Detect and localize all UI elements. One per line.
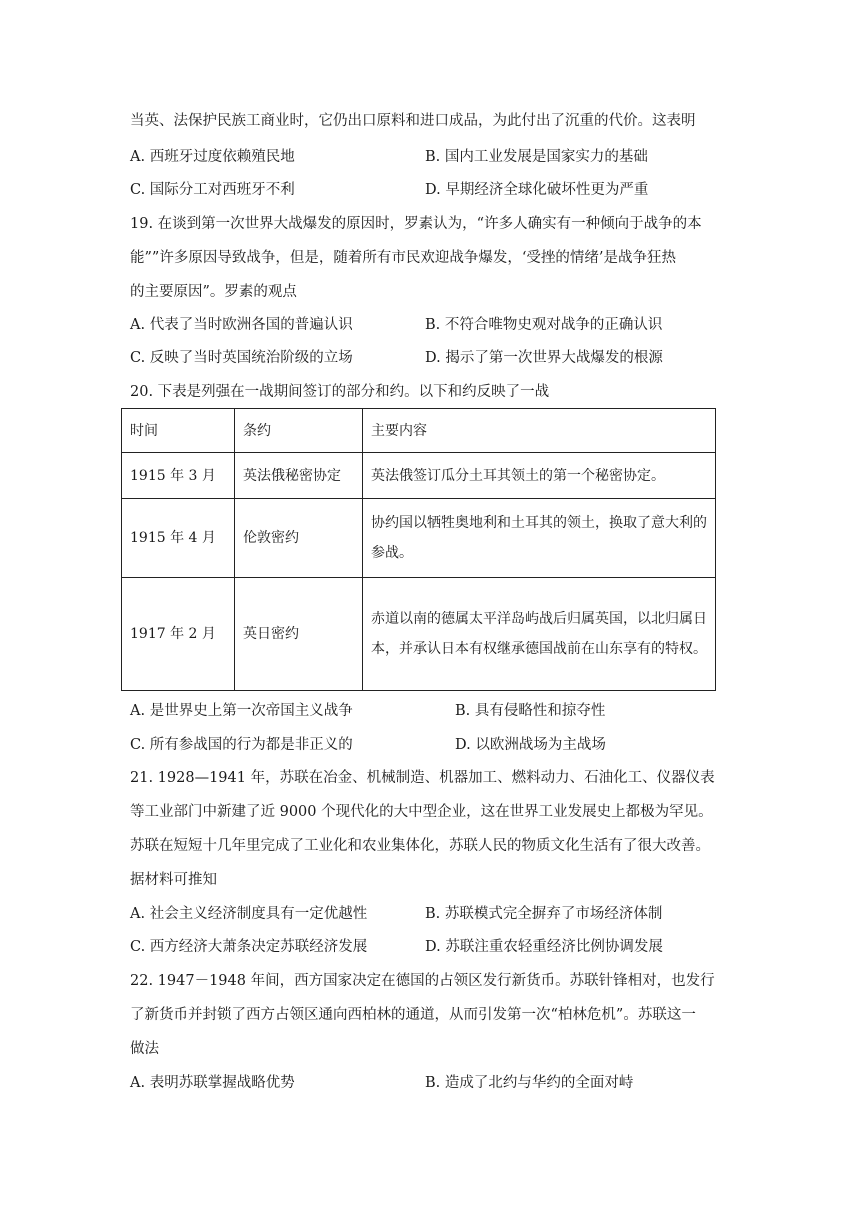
q20-option-a: A. 是世界史上第一次帝国主义战争	[130, 703, 353, 719]
q20-stem: 20. 下表是列强在一战期间签订的部分和约。以下和约反映了一战	[130, 384, 550, 400]
table-cell-content: 协约国以牺牲奥地利和土耳其的领土，换取了意大利的参战。	[363, 499, 716, 578]
q22-option-a: A. 表明苏联掌握战略优势	[130, 1075, 295, 1091]
table-header-row	[122, 409, 716, 453]
q20-option-b: B. 具有侵略性和掠夺性	[455, 703, 606, 719]
table-header-cell: 条约	[235, 409, 363, 453]
q20-option-d: D. 以欧洲战场为主战场	[455, 737, 606, 753]
q21-option-d: D. 苏联注重农轻重经济比例协调发展	[425, 939, 663, 955]
treaty-table	[121, 408, 716, 691]
q19-option-c: C. 反映了当时英国统治阶级的立场	[130, 350, 353, 366]
q18-stem-continuation: 当英、法保护民族工商业时，它仍出口原料和进口成品，为此付出了沉重的代价。这表明	[130, 113, 696, 129]
q19-stem-line-2: 能””许多原因导致战争，但是，随着所有市民欢迎战争爆发，‘受挫的情绪’是战争狂热	[130, 250, 677, 266]
table-cell-content: 赤道以南的德属太平洋岛屿战后归属英国，以北归属日本，并承认日本有权继承德国战前在山东享有的特权。	[363, 578, 716, 691]
q18-option-d: D. 早期经济全球化破坏性更为严重	[425, 182, 649, 198]
q20-option-c: C. 所有参战国的行为都是非正义的	[130, 737, 353, 753]
q22-stem-line-2: 了新货币并封锁了西方占领区通向西柏林的通道，从而引发第一次“柏林危机”。苏联这一	[130, 1007, 696, 1023]
q22-option-b: B. 造成了北约与华约的全面对峙	[425, 1075, 634, 1091]
q21-option-b: B. 苏联模式完全摒弃了市场经济体制	[425, 906, 663, 922]
q19-option-b: B. 不符合唯物史观对战争的正确认识	[425, 317, 663, 333]
table-cell-date: 1915 年 4 月	[122, 499, 235, 578]
table-cell-treaty: 伦敦密约	[235, 499, 363, 578]
q22-stem-line-1: 22. 1947－1948 年间，西方国家决定在德国的占领区发行新货币。苏联针锋相对，也发行	[130, 973, 715, 989]
table-cell-treaty: 英法俄秘密协定	[235, 453, 363, 499]
table-cell-treaty: 英日密约	[235, 578, 363, 691]
q21-stem-line-1: 21. 1928—1941 年，苏联在冶金、机械制造、机器加工、燃料动力、石油化工、仪器仪表	[130, 770, 715, 786]
q19-stem-line-3: 的主要原因”。罗素的观点	[130, 284, 297, 300]
q21-option-a: A. 社会主义经济制度具有一定优越性	[130, 906, 368, 922]
table-cell-date: 1917 年 2 月	[122, 578, 235, 691]
q21-stem-line-4: 据材料可推知	[130, 872, 217, 888]
q18-option-c: C. 国际分工对西班牙不利	[130, 182, 295, 198]
q18-option-b: B. 国内工业发展是国家实力的基础	[425, 149, 648, 165]
q19-option-a: A. 代表了当时欧洲各国的普遍认识	[130, 317, 353, 333]
q18-option-a: A. 西班牙过度依赖殖民地	[130, 149, 295, 165]
q21-option-c: C. 西方经济大萧条决定苏联经济发展	[130, 939, 368, 955]
q22-stem-line-3: 做法	[130, 1041, 159, 1057]
table-row	[122, 499, 716, 578]
table-header-cell: 主要内容	[363, 409, 716, 453]
table-cell-content: 英法俄签订瓜分土耳其领土的第一个秘密协定。	[363, 453, 716, 499]
table-cell-date: 1915 年 3 月	[122, 453, 235, 499]
q21-stem-line-2: 等工业部门中新建了近 9000 个现代化的大中型企业，这在世界工业发展史上都极为罕见。	[130, 804, 713, 820]
table-row	[122, 453, 716, 499]
q19-stem-line-1: 19. 在谈到第一次世界大战爆发的原因时，罗素认为，“许多人确实有一种倾向于战争的本	[130, 216, 702, 232]
q19-option-d: D. 揭示了第一次世界大战爆发的根源	[425, 350, 663, 366]
table-row	[122, 578, 716, 691]
table-header-cell: 时间	[122, 409, 235, 453]
q21-stem-line-3: 苏联在短短十几年里完成了工业化和农业集体化，苏联人民的物质文化生活有了很大改善。	[130, 838, 710, 854]
